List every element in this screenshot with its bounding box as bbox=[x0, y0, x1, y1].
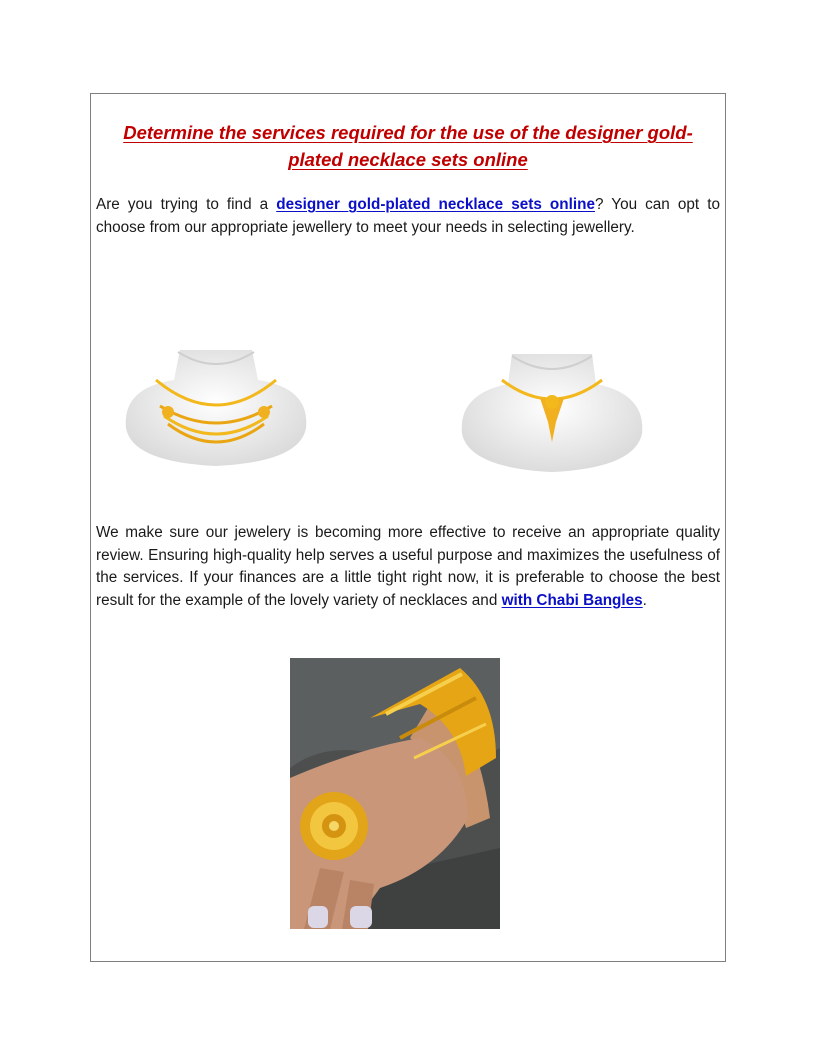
bangles-ring-photo bbox=[290, 658, 500, 929]
layered-gold-necklace-icon bbox=[120, 350, 312, 470]
intro-text-start: Are you trying to find a bbox=[96, 196, 277, 213]
title-line-1: Determine the services required for the use of the designer gold- bbox=[123, 122, 693, 143]
intro-text-end: ? You can opt to choose from our appropriate jewellery to meet your needs in selecting jewellery. bbox=[96, 196, 720, 236]
gold-bangles-ring-icon bbox=[290, 658, 500, 929]
title-line-2: plated necklace sets online bbox=[288, 149, 528, 170]
intro-paragraph bbox=[96, 194, 720, 239]
body-text-end: . bbox=[642, 591, 647, 609]
necklace-sets-link[interactable]: designer gold-plated necklace sets online bbox=[276, 196, 595, 213]
necklace-image-layered bbox=[120, 350, 312, 470]
body-paragraph bbox=[96, 522, 720, 612]
body-text-start: We make sure our jewelery is becoming more effective to receive an appropriate quality review. Ensuring high-quality help serves a useful purpose and maximizes the usefulness of the services. If your finances are a little tight right now, it is preferable to choose the best result for the example of the lovely variety of necklaces and bbox=[96, 524, 720, 609]
page-title bbox=[96, 119, 720, 173]
necklace-image-pendant bbox=[456, 352, 648, 474]
pendant-gold-necklace-icon bbox=[456, 352, 648, 474]
chabi-bangles-link[interactable]: with Chabi Bangles bbox=[501, 591, 643, 609]
